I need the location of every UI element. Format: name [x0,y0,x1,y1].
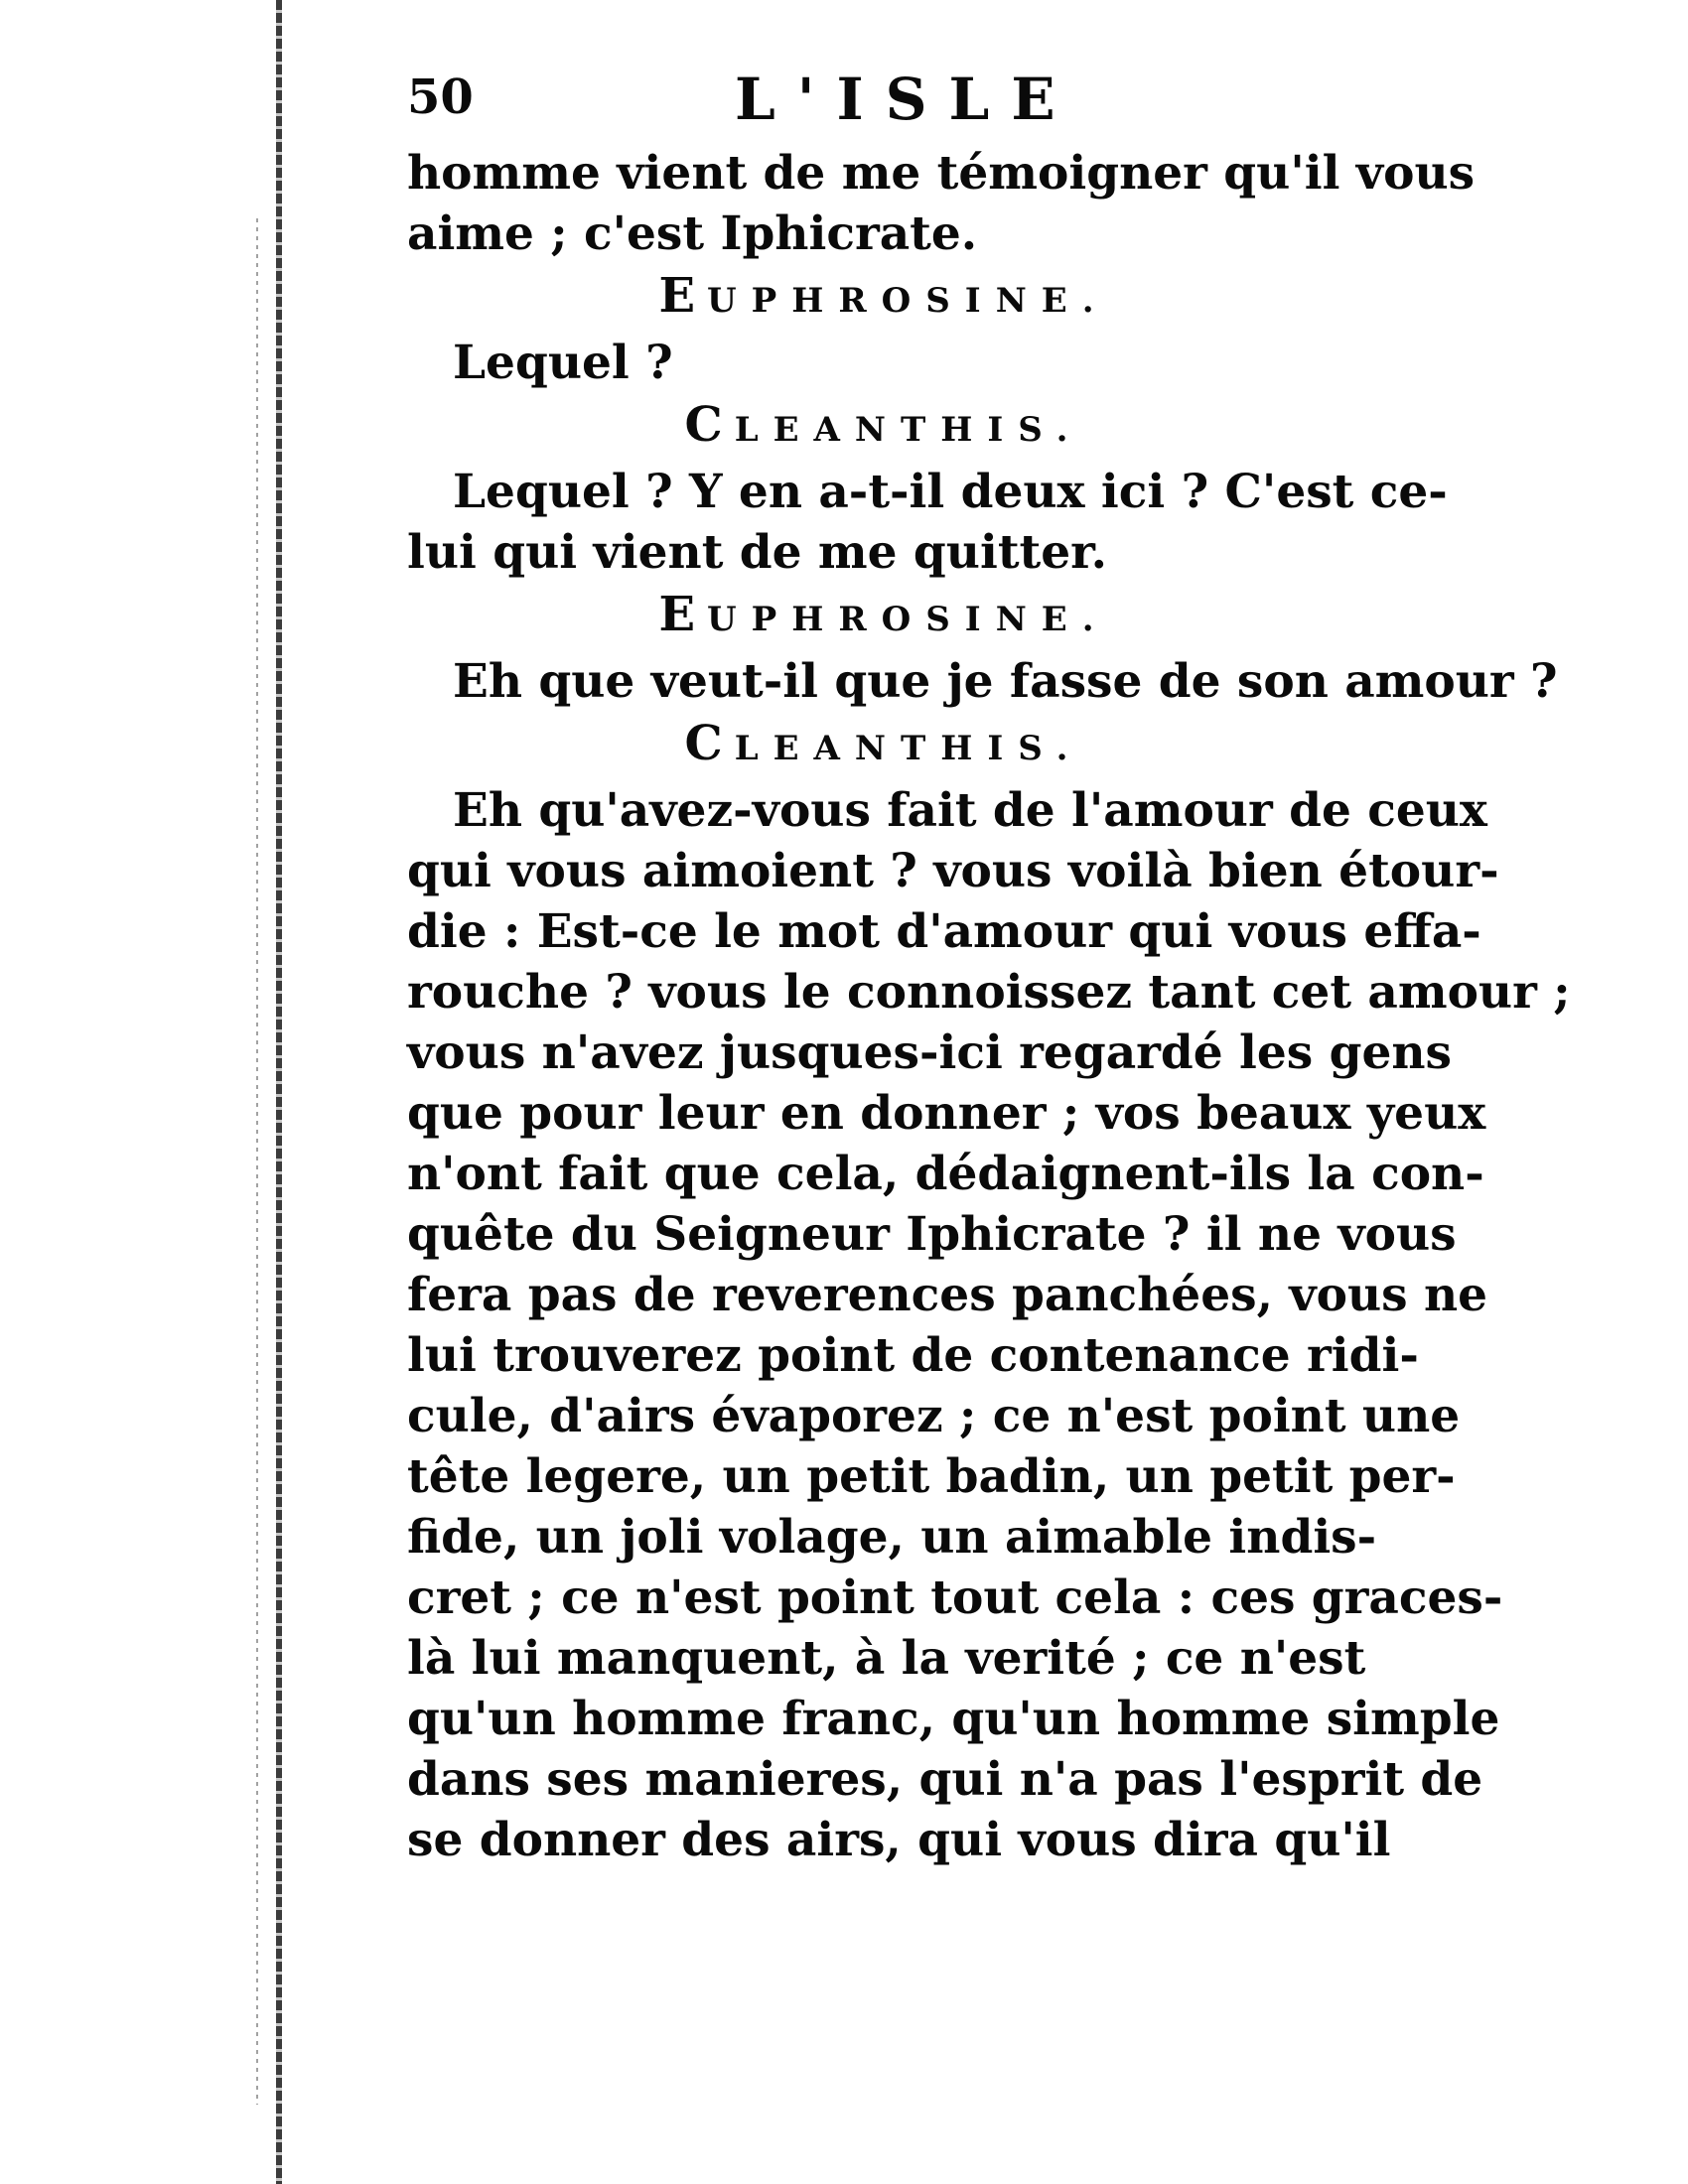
speaker-name: UPHROSINE. [707,600,1109,639]
text-line: là lui manquent, à la verité ; ce n'est [407,1631,1366,1686]
page-header [407,62,1360,139]
text-line: lui trouverez point de contenance ridi- [407,1328,1419,1383]
speech-paragraph [407,143,1476,264]
text-line: qui vous aimoient ? vous voilà bien étour- [407,844,1499,898]
speaker-name: UPHROSINE. [707,281,1109,321]
body-text [407,143,1571,1870]
text-line: die : Est-ce le mot d'amour qui vous effa- [407,904,1481,959]
speaker-initial: C [684,716,735,771]
text-line: tête legere, un petit badin, un petit per- [407,1449,1456,1504]
binding-edge-shadow [276,0,282,2184]
text-line: fera pas de reverences panchées, vous ne [407,1268,1488,1322]
speaker-heading [407,714,1360,778]
speaker-initial: C [684,397,735,453]
page-number: 50 [407,69,474,125]
running-head: L'ISLE [735,66,1077,133]
text-line: Lequel ? Y en a-t-il deux ici ? C'est ce- [453,465,1448,519]
text-line: lui qui vient de me quitter. [407,525,1107,580]
binding-edge-speckle [256,218,258,2105]
book-page [407,62,1571,1872]
speaker-initial: E [658,268,708,324]
speech-paragraph [407,780,1571,1870]
speaker-heading [407,585,1360,649]
text-line: qu'un homme franc, qu'un homme simple [407,1692,1500,1746]
text-line: se donner des airs, qui vous dira qu'il [407,1813,1391,1867]
speech-paragraph [407,651,1558,712]
text-line: aime ; c'est Iphicrate. [407,206,978,261]
speaker-initial: E [658,587,708,642]
text-line: Eh que veut-il que je fasse de son amour ? [453,654,1558,709]
text-line: quête du Seigneur Iphicrate ? il ne vous [407,1207,1457,1262]
speech-paragraph [407,462,1448,583]
speaker-name: LEANTHIS. [734,729,1083,768]
text-line: Eh qu'avez-vous fait de l'amour de ceux [453,783,1487,838]
text-line: fide, un joli volage, un aimable indis- [407,1510,1377,1565]
text-line: n'ont fait que cela, dédaignent-ils la con- [407,1147,1484,1201]
text-line: cret ; ce n'est point tout cela : ces graces- [407,1570,1503,1625]
text-line: Lequel ? [453,336,673,390]
text-line: rouche ? vous le connoissez tant cet amour ; [407,965,1571,1020]
speaker-name: LEANTHIS. [734,410,1083,450]
speaker-heading [407,395,1360,460]
text-line: dans ses manieres, qui n'a pas l'esprit de [407,1752,1483,1807]
text-line: homme vient de me témoigner qu'il vous [407,146,1476,201]
text-line: que pour leur en donner ; vos beaux yeux [407,1086,1486,1141]
speech-paragraph [407,333,1360,393]
speaker-heading [407,266,1360,331]
text-line: cule, d'airs évaporez ; ce n'est point une [407,1389,1461,1443]
text-line: vous n'avez jusques-ici regardé les gens [407,1025,1453,1080]
